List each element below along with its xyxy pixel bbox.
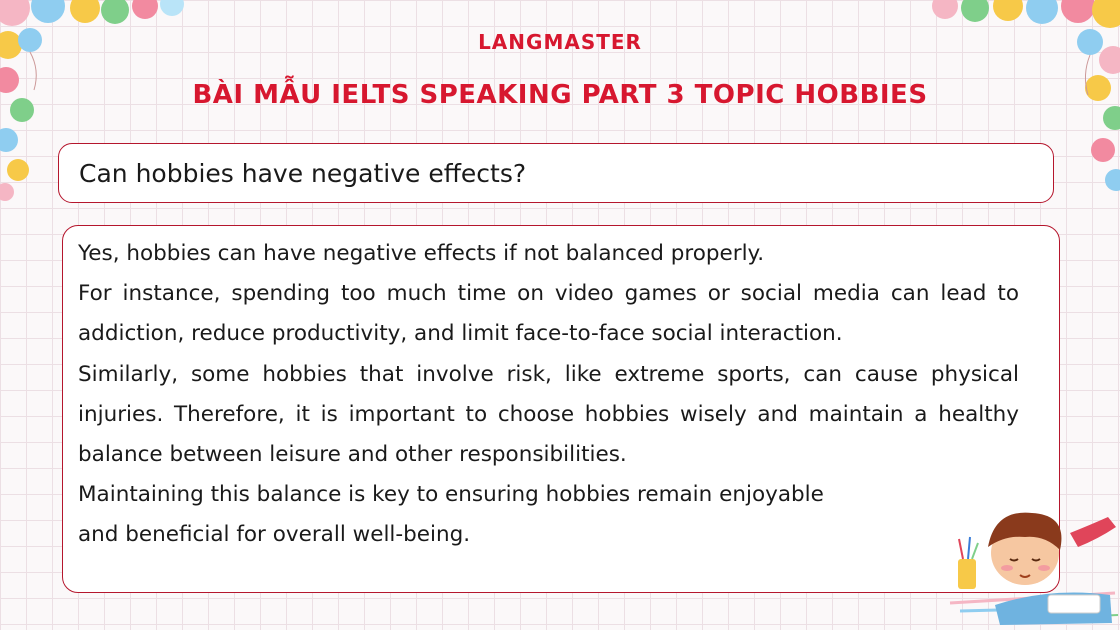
answer-paragraph-4a: Maintaining this balance is key to ensuring hobbies remain enjoyable	[78, 482, 824, 508]
brand-logo: LANGMASTER	[478, 30, 642, 54]
answer-box	[62, 225, 1060, 593]
answer-paragraph-2: For instance, spending too much time on video games or social media can lead to addiction, reduce productivity, and limit face-to-face social interaction.	[78, 281, 1019, 347]
question-box	[58, 143, 1054, 203]
child-drawing-illustration	[940, 495, 1120, 630]
answer-paragraph-3: Similarly, some hobbies that involve risk, like extreme sports, can cause physical injuries. Therefore, it is important to choose hobbies wisely and maintain a healthy balance between leisure and other responsibilities.	[78, 361, 1019, 468]
answer-paragraph-4b: and beneficial for overall well-being.	[78, 522, 471, 548]
question-text: Can hobbies have negative effects?	[79, 158, 527, 188]
answer-paragraph-1: Yes, hobbies can have negative effects if not balanced properly.	[78, 241, 765, 266]
page-title: BÀI MẪU IELTS SPEAKING PART 3 TOPIC HOBBIES	[192, 80, 928, 110]
